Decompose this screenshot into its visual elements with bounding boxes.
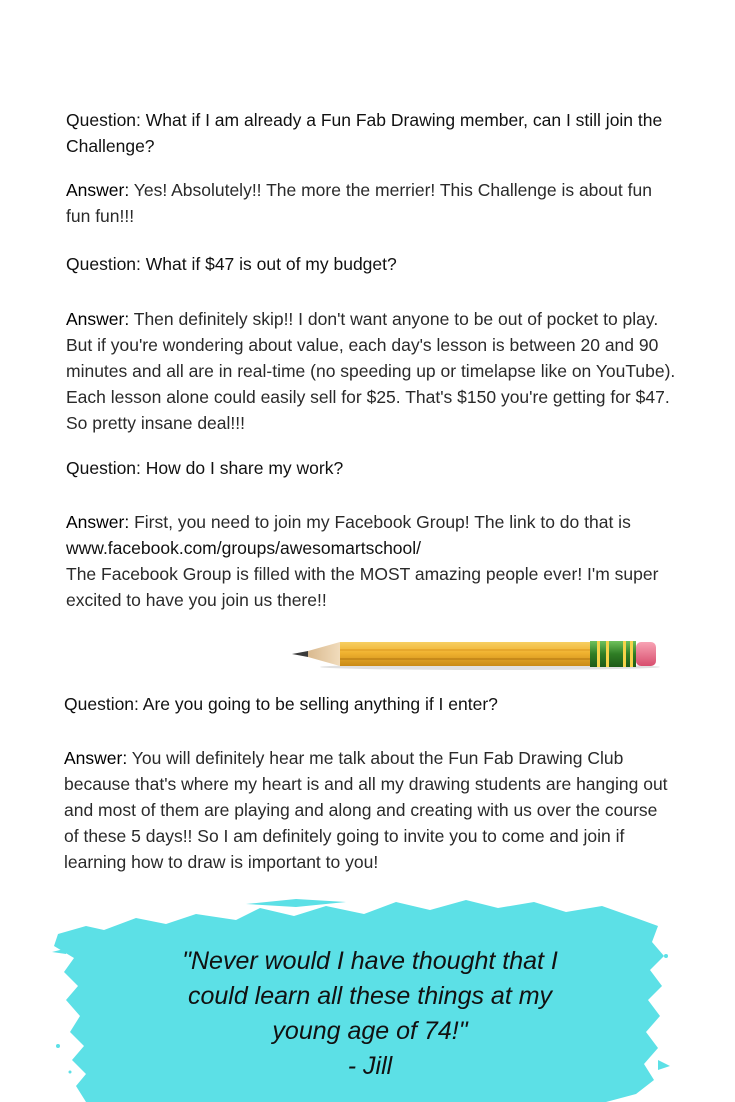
answer-text-continued: The Facebook Group is filled with the MOST amazing people ever! I'm super excited to have you join us there!!: [66, 564, 659, 610]
facebook-group-link[interactable]: www.facebook.com/groups/awesomartschool/: [66, 538, 422, 558]
quote-line-1: "Never would I have thought that I: [182, 947, 558, 975]
faq-question-4: Question: Are you going to be selling anything if I enter?: [64, 694, 498, 714]
answer-text: Yes! Absolutely!! The more the merrier! This Challenge is about fun fun fun!!!: [66, 180, 652, 226]
faq-item-4: [64, 691, 676, 717]
testimonial-quote: [150, 944, 590, 1084]
pencil-illustration: [290, 636, 662, 672]
faq-answer-4: [64, 745, 676, 875]
faq-answer-1: [66, 177, 678, 229]
quote-author: - Jill: [347, 1052, 393, 1080]
faq-item-3: [66, 455, 678, 481]
faq-answer-3: [66, 509, 678, 613]
quote-line-3: young age of 74!": [272, 1017, 468, 1045]
faq-question-3: Question: How do I share my work?: [66, 458, 344, 478]
faq-item-1: [66, 107, 678, 159]
answer-label: Answer:: [66, 180, 130, 200]
quote-line-2: could learn all these things at my: [187, 982, 553, 1010]
answer-label: Answer:: [64, 748, 128, 768]
faq-item-2: [66, 251, 678, 277]
answer-text: You will definitely hear me talk about the Fun Fab Drawing Club because that's where my heart is and all my drawing students are hanging out and most of them are playing and along and creating with us over the course of these 5 days!! So I am definitely going to invite you to come and join if learning how to draw is important to you!: [64, 748, 668, 872]
faq-question-2: Question: What if $47 is out of my budget?: [66, 254, 397, 274]
answer-text: First, you need to join my Facebook Group! The link to do that is: [129, 512, 631, 532]
faq-question-1: Question: What if I am already a Fun Fab Drawing member, can I still join the Challenge?: [66, 110, 663, 156]
faq-answer-2: [66, 306, 678, 436]
answer-text: Then definitely skip!! I don't want anyone to be out of pocket to play. But if you're wondering about value, each day's lesson is between 20 and 90 minutes and all are in real-time (no speeding up or timelapse like on YouTube). Each lesson alone could easily sell for $25. That's $150 you're getting for $47. So pretty insane deal!!!: [66, 309, 676, 433]
answer-label: Answer:: [66, 309, 130, 329]
answer-label: Answer:: [66, 512, 130, 532]
